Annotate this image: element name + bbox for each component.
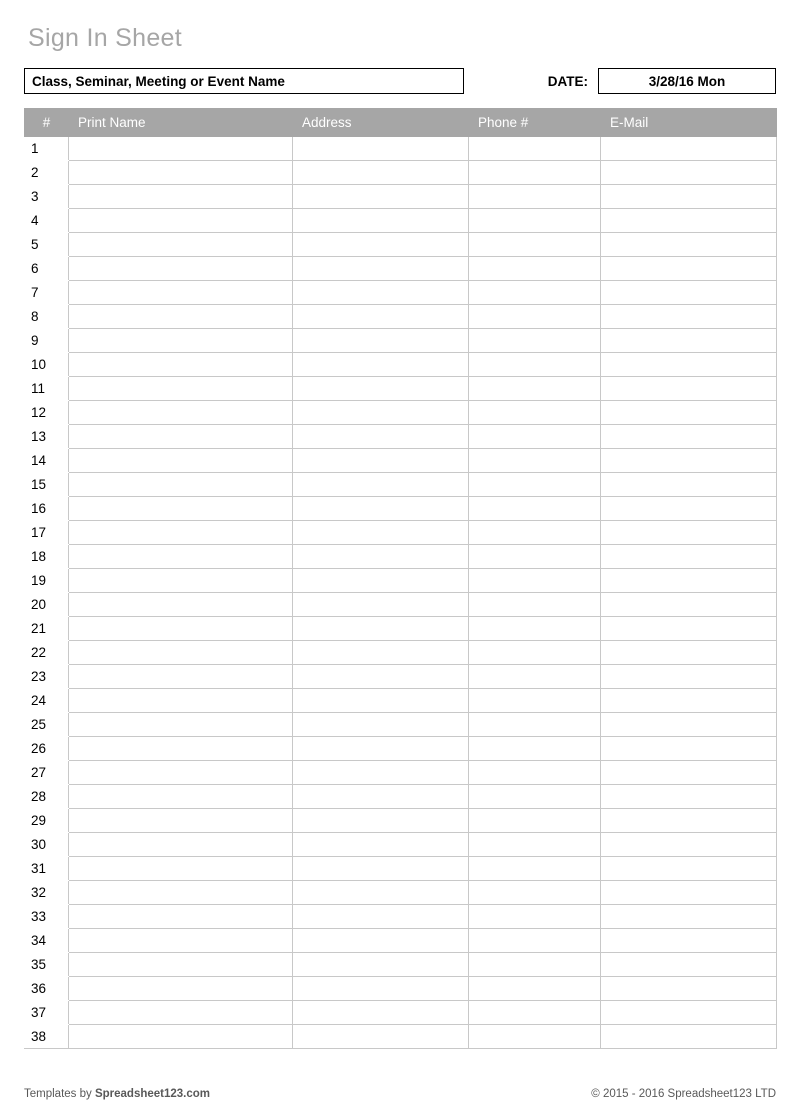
cell-address[interactable] [293,449,469,473]
cell-phone[interactable] [469,809,601,833]
row-number: 34 [25,929,69,953]
cell-print-name[interactable] [69,1025,293,1049]
row-number: 28 [25,785,69,809]
cell-print-name[interactable] [69,641,293,665]
cell-email[interactable] [601,185,777,209]
cell-phone[interactable] [469,641,601,665]
cell-email[interactable] [601,377,777,401]
cell-phone[interactable] [469,857,601,881]
table-header [25,109,777,137]
cell-print-name[interactable] [69,233,293,257]
table-row [25,209,777,233]
cell-phone[interactable] [469,545,601,569]
cell-email[interactable] [601,641,777,665]
cell-print-name[interactable] [69,689,293,713]
row-number: 16 [25,497,69,521]
cell-print-name[interactable] [69,833,293,857]
cell-phone[interactable] [469,929,601,953]
cell-print-name[interactable] [69,353,293,377]
cell-print-name[interactable] [69,281,293,305]
date-label: DATE: [547,73,588,89]
cell-phone[interactable] [469,161,601,185]
cell-email[interactable] [601,233,777,257]
row-number: 25 [25,713,69,737]
cell-phone[interactable] [469,881,601,905]
cell-print-name[interactable] [69,545,293,569]
column-header-print-name: Print Name [69,109,293,137]
cell-address[interactable] [293,329,469,353]
cell-phone[interactable] [469,257,601,281]
cell-print-name[interactable] [69,761,293,785]
cell-address[interactable] [293,593,469,617]
row-number: 2 [25,161,69,185]
cell-address[interactable] [293,425,469,449]
table-row [25,881,777,905]
table-row [25,377,777,401]
cell-phone[interactable] [469,329,601,353]
cell-phone[interactable] [469,473,601,497]
cell-email[interactable] [601,209,777,233]
cell-address[interactable] [293,953,469,977]
cell-phone[interactable] [469,185,601,209]
cell-email[interactable] [601,497,777,521]
cell-email[interactable] [601,761,777,785]
cell-phone[interactable] [469,977,601,1001]
cell-email[interactable] [601,785,777,809]
row-number: 9 [25,329,69,353]
cell-address[interactable] [293,785,469,809]
cell-print-name[interactable] [69,209,293,233]
cell-phone[interactable] [469,833,601,857]
table-body [25,137,777,1049]
cell-address[interactable] [293,353,469,377]
row-number: 11 [25,377,69,401]
page-footer [24,1088,776,1100]
cell-print-name[interactable] [69,401,293,425]
table-row [25,785,777,809]
cell-address[interactable] [293,209,469,233]
row-number: 5 [25,233,69,257]
cell-email[interactable] [601,305,777,329]
table-row [25,545,777,569]
date-field[interactable] [598,68,776,94]
cell-print-name[interactable] [69,713,293,737]
cell-phone[interactable] [469,353,601,377]
row-number: 12 [25,401,69,425]
cell-print-name[interactable] [69,593,293,617]
table-row [25,569,777,593]
table-row [25,617,777,641]
cell-address[interactable] [293,833,469,857]
table-row [25,305,777,329]
cell-email[interactable] [601,737,777,761]
cell-email[interactable] [601,881,777,905]
cell-print-name[interactable] [69,305,293,329]
row-number: 20 [25,593,69,617]
table-row [25,833,777,857]
row-number: 13 [25,425,69,449]
cell-print-name[interactable] [69,497,293,521]
cell-address[interactable] [293,569,469,593]
cell-print-name[interactable] [69,425,293,449]
cell-print-name[interactable] [69,569,293,593]
cell-address[interactable] [293,473,469,497]
cell-email[interactable] [601,329,777,353]
cell-phone[interactable] [469,281,601,305]
cell-address[interactable] [293,305,469,329]
cell-address[interactable] [293,809,469,833]
cell-print-name[interactable] [69,161,293,185]
cell-phone[interactable] [469,593,601,617]
cell-phone[interactable] [469,617,601,641]
cell-print-name[interactable] [69,737,293,761]
cell-address[interactable] [293,257,469,281]
cell-email[interactable] [601,905,777,929]
cell-address[interactable] [293,185,469,209]
table-row [25,929,777,953]
row-number: 26 [25,737,69,761]
cell-email[interactable] [601,353,777,377]
cell-email[interactable] [601,953,777,977]
cell-phone[interactable] [469,761,601,785]
cell-phone[interactable] [469,737,601,761]
cell-email[interactable] [601,857,777,881]
row-number: 1 [25,137,69,161]
cell-address[interactable] [293,881,469,905]
cell-email[interactable] [601,689,777,713]
table-row [25,593,777,617]
cell-address[interactable] [293,665,469,689]
cell-email[interactable] [601,473,777,497]
cell-phone[interactable] [469,377,601,401]
row-number: 3 [25,185,69,209]
column-header-email: E-Mail [601,109,777,137]
sign-in-table [24,108,777,1049]
cell-email[interactable] [601,545,777,569]
cell-address[interactable] [293,929,469,953]
footer-left [24,1088,210,1100]
table-row [25,905,777,929]
cell-address[interactable] [293,977,469,1001]
cell-email[interactable] [601,833,777,857]
row-number: 37 [25,1001,69,1025]
footer-left-prefix: Templates by [24,1088,95,1100]
cell-email[interactable] [601,521,777,545]
cell-address[interactable] [293,497,469,521]
cell-print-name[interactable] [69,809,293,833]
cell-address[interactable] [293,617,469,641]
table-row [25,161,777,185]
row-number: 38 [25,1025,69,1049]
table-row [25,329,777,353]
cell-address[interactable] [293,737,469,761]
row-number: 4 [25,209,69,233]
row-number: 14 [25,449,69,473]
table-row [25,1001,777,1025]
footer-copyright: © 2015 - 2016 Spreadsheet123 LTD [591,1088,776,1100]
cell-phone[interactable] [469,449,601,473]
table-row [25,953,777,977]
cell-address[interactable] [293,713,469,737]
cell-print-name[interactable] [69,665,293,689]
row-number: 10 [25,353,69,377]
cell-phone[interactable] [469,905,601,929]
cell-print-name[interactable] [69,137,293,161]
cell-email[interactable] [601,401,777,425]
cell-phone[interactable] [469,1025,601,1049]
cell-address[interactable] [293,689,469,713]
cell-email[interactable] [601,593,777,617]
table-row [25,185,777,209]
row-number: 24 [25,689,69,713]
table-row [25,497,777,521]
cell-address[interactable] [293,905,469,929]
cell-address[interactable] [293,401,469,425]
cell-email[interactable] [601,617,777,641]
cell-print-name[interactable] [69,977,293,1001]
cell-email[interactable] [601,161,777,185]
table-row [25,473,777,497]
row-number: 33 [25,905,69,929]
cell-email[interactable] [601,1025,777,1049]
cell-print-name[interactable] [69,521,293,545]
cell-email[interactable] [601,569,777,593]
table-row [25,521,777,545]
column-header-address: Address [293,109,469,137]
cell-phone[interactable] [469,233,601,257]
cell-address[interactable] [293,641,469,665]
table-row [25,689,777,713]
cell-email[interactable] [601,665,777,689]
cell-print-name[interactable] [69,953,293,977]
footer-brand-link[interactable]: Spreadsheet123.com [94,1088,211,1100]
cell-phone[interactable] [469,425,601,449]
cell-phone[interactable] [469,689,601,713]
row-number: 36 [25,977,69,1001]
table-row [25,641,777,665]
cell-print-name[interactable] [69,857,293,881]
cell-address[interactable] [293,545,469,569]
row-number: 8 [25,305,69,329]
cell-email[interactable] [601,449,777,473]
cell-address[interactable] [293,521,469,545]
cell-address[interactable] [293,377,469,401]
table-row [25,233,777,257]
table-header-row [25,109,777,137]
cell-print-name[interactable] [69,257,293,281]
cell-phone[interactable] [469,209,601,233]
table-row [25,809,777,833]
event-name-field[interactable] [24,68,464,94]
event-name-value: Class, Seminar, Meeting or Event Name [32,73,285,89]
cell-print-name[interactable] [69,473,293,497]
cell-email[interactable] [601,977,777,1001]
row-number: 18 [25,545,69,569]
cell-print-name[interactable] [69,881,293,905]
row-number: 29 [25,809,69,833]
row-number: 22 [25,641,69,665]
row-number: 7 [25,281,69,305]
column-header-phone: Phone # [469,109,601,137]
table-row [25,137,777,161]
cell-phone[interactable] [469,137,601,161]
cell-print-name[interactable] [69,1001,293,1025]
cell-email[interactable] [601,713,777,737]
cell-address[interactable] [293,857,469,881]
cell-address[interactable] [293,761,469,785]
table-row [25,353,777,377]
row-number: 15 [25,473,69,497]
cell-print-name[interactable] [69,617,293,641]
cell-email[interactable] [601,281,777,305]
table-row [25,281,777,305]
cell-phone[interactable] [469,785,601,809]
cell-phone[interactable] [469,401,601,425]
cell-print-name[interactable] [69,905,293,929]
table-row [25,737,777,761]
table-row [25,401,777,425]
row-number: 6 [25,257,69,281]
page-title: Sign In Sheet [28,24,183,52]
date-value: 3/28/16 Mon [648,73,726,89]
cell-phone[interactable] [469,713,601,737]
cell-print-name[interactable] [69,929,293,953]
table-row [25,761,777,785]
cell-email[interactable] [601,1001,777,1025]
cell-email[interactable] [601,137,777,161]
cell-email[interactable] [601,929,777,953]
table-row [25,449,777,473]
cell-print-name[interactable] [69,329,293,353]
table-row [25,977,777,1001]
row-number: 17 [25,521,69,545]
row-number: 35 [25,953,69,977]
cell-print-name[interactable] [69,785,293,809]
row-number: 27 [25,761,69,785]
cell-address[interactable] [293,233,469,257]
cell-phone[interactable] [469,1001,601,1025]
column-header-number: # [25,109,69,137]
row-number: 32 [25,881,69,905]
table-row [25,713,777,737]
cell-print-name[interactable] [69,377,293,401]
row-number: 30 [25,833,69,857]
cell-phone[interactable] [469,569,601,593]
table-row [25,857,777,881]
meta-row [24,68,776,94]
cell-phone[interactable] [469,521,601,545]
cell-email[interactable] [601,809,777,833]
row-number: 31 [25,857,69,881]
cell-address[interactable] [293,1001,469,1025]
table-row [25,425,777,449]
cell-phone[interactable] [469,953,601,977]
cell-print-name[interactable] [69,185,293,209]
cell-address[interactable] [293,161,469,185]
cell-address[interactable] [293,137,469,161]
cell-phone[interactable] [469,305,601,329]
row-number: 23 [25,665,69,689]
table-row [25,257,777,281]
cell-email[interactable] [601,257,777,281]
row-number: 21 [25,617,69,641]
table-row [25,1025,777,1049]
cell-phone[interactable] [469,665,601,689]
cell-email[interactable] [601,425,777,449]
cell-phone[interactable] [469,497,601,521]
cell-address[interactable] [293,281,469,305]
table-row [25,665,777,689]
cell-address[interactable] [293,1025,469,1049]
cell-print-name[interactable] [69,449,293,473]
row-number: 19 [25,569,69,593]
